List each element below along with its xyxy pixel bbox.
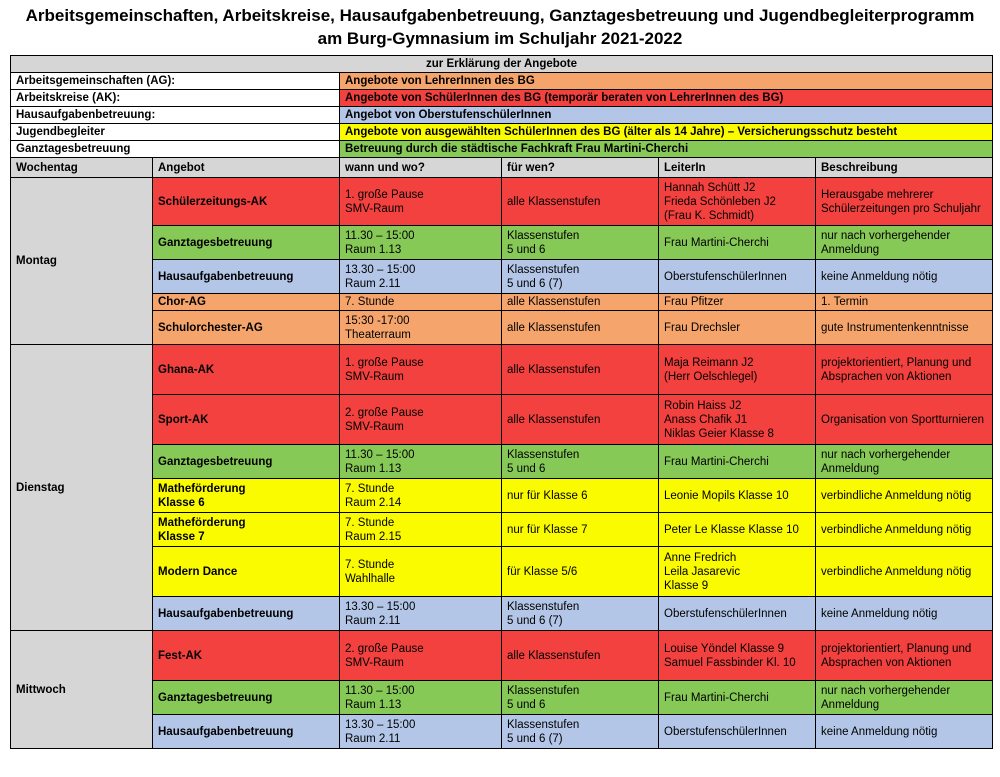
legend-key: Arbeitskreise (AK): bbox=[11, 90, 340, 107]
leiter-cell: Leonie Mopils Klasse 10 bbox=[659, 479, 816, 513]
legend-value: Angebote von ausgewählten SchülerInnen des BG (älter als 14 Jahre) – Versicherungsschutz besteht bbox=[340, 124, 993, 141]
leiter-cell: Robin Haiss J2 Anass Chafik J1 Niklas Geier Klasse 8 bbox=[659, 395, 816, 445]
table-row bbox=[11, 479, 993, 513]
column-header: LeiterIn bbox=[659, 158, 816, 178]
table-row bbox=[11, 597, 993, 631]
leiter-cell: Louise Yöndel Klasse 9 Samuel Fassbinder Kl. 10 bbox=[659, 631, 816, 681]
weekday-cell: Mittwoch bbox=[11, 631, 153, 749]
leiter-cell: Hannah Schütt J2 Frieda Schönleben J2 (Frau K. Schmidt) bbox=[659, 178, 816, 226]
wann-cell: 2. große Pause SMV-Raum bbox=[340, 395, 502, 445]
wen-cell: Klassenstufen 5 und 6 (7) bbox=[502, 260, 659, 294]
wen-cell: alle Klassenstufen bbox=[502, 395, 659, 445]
leiter-cell: Frau Drechsler bbox=[659, 311, 816, 345]
leiter-cell: Maja Reimann J2 (Herr Oelschlegel) bbox=[659, 345, 816, 395]
table-row bbox=[11, 311, 993, 345]
column-header: wann und wo? bbox=[340, 158, 502, 178]
legend-value: Angebote von SchülerInnen des BG (temporär beraten von LehrerInnen des BG) bbox=[340, 90, 993, 107]
leiter-cell: Peter Le Klasse Klasse 10 bbox=[659, 513, 816, 547]
title-line-1: Arbeitsgemeinschaften, Arbeitskreise, Hausaufgabenbetreuung, Ganztagesbetreuung und Jugendbegleiterprogramm bbox=[25, 6, 975, 25]
angebot-cell: Ganztagesbetreuung bbox=[153, 445, 340, 479]
table-row bbox=[11, 681, 993, 715]
beschreibung-cell: nur nach vorhergehender Anmeldung bbox=[816, 445, 993, 479]
beschreibung-cell: nur nach vorhergehender Anmeldung bbox=[816, 681, 993, 715]
table-row bbox=[11, 260, 993, 294]
angebot-cell: Hausaufgabenbetreuung bbox=[153, 715, 340, 749]
leiter-cell: OberstufenschülerInnen bbox=[659, 260, 816, 294]
wann-cell: 1. große Pause SMV-Raum bbox=[340, 345, 502, 395]
wann-cell: 11.30 – 15:00 Raum 1.13 bbox=[340, 445, 502, 479]
angebot-cell: Chor-AG bbox=[153, 294, 340, 311]
angebot-cell: Matheförderung Klasse 7 bbox=[153, 513, 340, 547]
angebot-cell: Matheförderung Klasse 6 bbox=[153, 479, 340, 513]
wen-cell: Klassenstufen 5 und 6 bbox=[502, 445, 659, 479]
table-row bbox=[11, 294, 993, 311]
wen-cell: alle Klassenstufen bbox=[502, 178, 659, 226]
angebot-cell: Hausaufgabenbetreuung bbox=[153, 260, 340, 294]
leiter-cell: Frau Martini-Cherchi bbox=[659, 445, 816, 479]
table-row bbox=[11, 547, 993, 597]
legend-row bbox=[11, 107, 993, 124]
leiter-cell: Frau Martini-Cherchi bbox=[659, 226, 816, 260]
angebot-cell: Schulorchester-AG bbox=[153, 311, 340, 345]
wann-cell: 13.30 – 15:00 Raum 2.11 bbox=[340, 260, 502, 294]
beschreibung-cell: keine Anmeldung nötig bbox=[816, 715, 993, 749]
schedule-table bbox=[10, 55, 993, 749]
beschreibung-cell: verbindliche Anmeldung nötig bbox=[816, 479, 993, 513]
wen-cell: Klassenstufen 5 und 6 bbox=[502, 226, 659, 260]
legend-value: Betreuung durch die städtische Fachkraft Frau Martini-Cherchi bbox=[340, 141, 993, 158]
legend-key: Hausaufgabenbetreuung: bbox=[11, 107, 340, 124]
column-header: Angebot bbox=[153, 158, 340, 178]
table-row bbox=[11, 445, 993, 479]
wann-cell: 7. Stunde bbox=[340, 294, 502, 311]
wann-cell: 7. Stunde Raum 2.15 bbox=[340, 513, 502, 547]
table-row bbox=[11, 631, 993, 681]
angebot-cell: Ganztagesbetreuung bbox=[153, 681, 340, 715]
legend-row bbox=[11, 124, 993, 141]
table-row bbox=[11, 513, 993, 547]
angebot-cell: Schülerzeitungs-AK bbox=[153, 178, 340, 226]
wen-cell: alle Klassenstufen bbox=[502, 345, 659, 395]
legend-key: Jugendbegleiter bbox=[11, 124, 340, 141]
angebot-cell: Ghana-AK bbox=[153, 345, 340, 395]
angebot-cell: Hausaufgabenbetreuung bbox=[153, 597, 340, 631]
beschreibung-cell: Herausgabe mehrerer Schülerzeitungen pro Schuljahr bbox=[816, 178, 993, 226]
wen-cell: Klassenstufen 5 und 6 (7) bbox=[502, 597, 659, 631]
beschreibung-cell: nur nach vorhergehender Anmeldung bbox=[816, 226, 993, 260]
wann-cell: 1. große Pause SMV-Raum bbox=[340, 178, 502, 226]
wann-cell: 7. Stunde Raum 2.14 bbox=[340, 479, 502, 513]
beschreibung-cell: verbindliche Anmeldung nötig bbox=[816, 547, 993, 597]
wen-cell: alle Klassenstufen bbox=[502, 294, 659, 311]
wen-cell: nur für Klasse 7 bbox=[502, 513, 659, 547]
beschreibung-cell: projektorientiert, Planung und Absprachen von Aktionen bbox=[816, 631, 993, 681]
column-header-row bbox=[11, 158, 993, 178]
table-row bbox=[11, 345, 993, 395]
table-row bbox=[11, 395, 993, 445]
beschreibung-cell: keine Anmeldung nötig bbox=[816, 597, 993, 631]
leiter-cell: Frau Martini-Cherchi bbox=[659, 681, 816, 715]
leiter-cell: OberstufenschülerInnen bbox=[659, 715, 816, 749]
beschreibung-cell: Organisation von Sportturnieren bbox=[816, 395, 993, 445]
wen-cell: alle Klassenstufen bbox=[502, 311, 659, 345]
legend-value: Angebot von OberstufenschülerInnen bbox=[340, 107, 993, 124]
beschreibung-cell: 1. Termin bbox=[816, 294, 993, 311]
wen-cell: Klassenstufen 5 und 6 bbox=[502, 681, 659, 715]
legend-row bbox=[11, 90, 993, 107]
beschreibung-cell: verbindliche Anmeldung nötig bbox=[816, 513, 993, 547]
leiter-cell: Anne Fredrich Leila Jasarevic Klasse 9 bbox=[659, 547, 816, 597]
wann-cell: 15:30 -17:00 Theaterraum bbox=[340, 311, 502, 345]
column-header: Wochentag bbox=[11, 158, 153, 178]
legend-header: zur Erklärung der Angebote bbox=[11, 56, 993, 73]
wann-cell: 11.30 – 15:00 Raum 1.13 bbox=[340, 226, 502, 260]
table-row bbox=[11, 178, 993, 226]
column-header: für wen? bbox=[502, 158, 659, 178]
legend-row bbox=[11, 73, 993, 90]
legend-row bbox=[11, 141, 993, 158]
page-title bbox=[0, 0, 1000, 50]
legend-key: Arbeitsgemeinschaften (AG): bbox=[11, 73, 340, 90]
wann-cell: 7. Stunde Wahlhalle bbox=[340, 547, 502, 597]
column-header: Beschreibung bbox=[816, 158, 993, 178]
table-row bbox=[11, 715, 993, 749]
wann-cell: 2. große Pause SMV-Raum bbox=[340, 631, 502, 681]
angebot-cell: Modern Dance bbox=[153, 547, 340, 597]
angebot-cell: Ganztagesbetreuung bbox=[153, 226, 340, 260]
table-row bbox=[11, 226, 993, 260]
beschreibung-cell: projektorientiert, Planung und Absprachen von Aktionen bbox=[816, 345, 993, 395]
wen-cell: alle Klassenstufen bbox=[502, 631, 659, 681]
leiter-cell: Frau Pfitzer bbox=[659, 294, 816, 311]
leiter-cell: OberstufenschülerInnen bbox=[659, 597, 816, 631]
wen-cell: für Klasse 5/6 bbox=[502, 547, 659, 597]
legend-key: Ganztagesbetreuung bbox=[11, 141, 340, 158]
angebot-cell: Sport-AK bbox=[153, 395, 340, 445]
angebot-cell: Fest-AK bbox=[153, 631, 340, 681]
beschreibung-cell: keine Anmeldung nötig bbox=[816, 260, 993, 294]
wen-cell: Klassenstufen 5 und 6 (7) bbox=[502, 715, 659, 749]
weekday-cell: Dienstag bbox=[11, 345, 153, 631]
wann-cell: 11.30 – 15:00 Raum 1.13 bbox=[340, 681, 502, 715]
wann-cell: 13.30 – 15:00 Raum 2.11 bbox=[340, 715, 502, 749]
title-line-2: am Burg-Gymnasium im Schuljahr 2021-2022 bbox=[317, 29, 683, 48]
wann-cell: 13.30 – 15:00 Raum 2.11 bbox=[340, 597, 502, 631]
legend-value: Angebote von LehrerInnen des BG bbox=[340, 73, 993, 90]
beschreibung-cell: gute Instrumentenkenntnisse bbox=[816, 311, 993, 345]
weekday-cell: Montag bbox=[11, 178, 153, 345]
wen-cell: nur für Klasse 6 bbox=[502, 479, 659, 513]
